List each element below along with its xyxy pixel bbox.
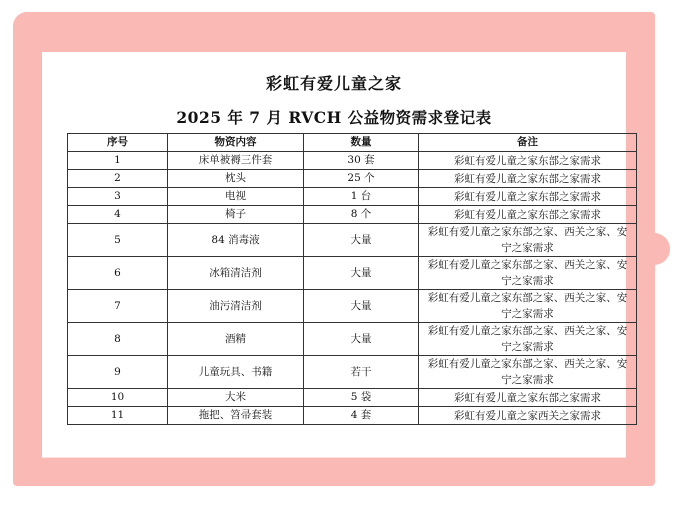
divider	[42, 457, 626, 458]
cell-item: 油污清洁剂	[168, 290, 304, 323]
cell-note: 彩虹有爱儿童之家东部之家需求	[419, 188, 637, 206]
frame-tab	[648, 233, 670, 265]
table-row	[68, 188, 637, 206]
cell-item: 床单被褥三件套	[168, 152, 304, 170]
cell-item: 拖把、笤帚套装	[168, 407, 304, 425]
table-row	[68, 290, 637, 323]
cell-no: 9	[68, 356, 168, 389]
header-item: 物资内容	[168, 134, 304, 152]
cell-note: 彩虹有爱儿童之家东部之家需求	[419, 170, 637, 188]
cell-note: 彩虹有爱儿童之家东部之家、西关之家、安宁之家需求	[419, 224, 637, 257]
cell-no: 4	[68, 206, 168, 224]
document-subtitle: 2025 年 7 月 RVCH 公益物资需求登记表	[176, 108, 492, 127]
supply-table	[67, 133, 637, 425]
cell-no: 5	[68, 224, 168, 257]
cell-item: 大米	[168, 389, 304, 407]
cell-qty: 1 台	[304, 188, 419, 206]
cell-note: 彩虹有爱儿童之家东部之家、西关之家、安宁之家需求	[419, 257, 637, 290]
cell-note: 彩虹有爱儿童之家东部之家、西关之家、安宁之家需求	[419, 356, 637, 389]
cell-note: 彩虹有爱儿童之家东部之家需求	[419, 389, 637, 407]
cell-item: 酒精	[168, 323, 304, 356]
cell-note: 彩虹有爱儿童之家东部之家需求	[419, 206, 637, 224]
cell-qty: 大量	[304, 323, 419, 356]
table-row	[68, 407, 637, 425]
table-row	[68, 389, 637, 407]
cell-qty: 若干	[304, 356, 419, 389]
table-row	[68, 323, 637, 356]
table-row	[68, 224, 637, 257]
cell-qty: 4 套	[304, 407, 419, 425]
document-title: 彩虹有爱儿童之家	[265, 74, 402, 93]
table-row	[68, 152, 637, 170]
cell-item: 枕头	[168, 170, 304, 188]
table-row	[68, 356, 637, 389]
header-qty: 数量	[304, 134, 419, 152]
cell-no: 11	[68, 407, 168, 425]
cell-qty: 大量	[304, 224, 419, 257]
cell-qty: 大量	[304, 290, 419, 323]
cell-no: 3	[68, 188, 168, 206]
cell-no: 1	[68, 152, 168, 170]
table-row	[68, 206, 637, 224]
cell-no: 8	[68, 323, 168, 356]
cell-item: 儿童玩具、书籍	[168, 356, 304, 389]
cell-qty: 30 套	[304, 152, 419, 170]
cell-no: 7	[68, 290, 168, 323]
table-row	[68, 257, 637, 290]
cell-qty: 8 个	[304, 206, 419, 224]
header-no: 序号	[68, 134, 168, 152]
cell-note: 彩虹有爱儿童之家东部之家需求	[419, 152, 637, 170]
cell-no: 10	[68, 389, 168, 407]
cell-item: 电视	[168, 188, 304, 206]
cell-qty: 大量	[304, 257, 419, 290]
cell-no: 2	[68, 170, 168, 188]
cell-item: 冰箱清洁剂	[168, 257, 304, 290]
table-row	[68, 170, 637, 188]
cell-qty: 25 个	[304, 170, 419, 188]
cell-no: 6	[68, 257, 168, 290]
header-note: 备注	[419, 134, 637, 152]
cell-qty: 5 袋	[304, 389, 419, 407]
cell-note: 彩虹有爱儿童之家东部之家、西关之家、安宁之家需求	[419, 290, 637, 323]
cell-item: 椅子	[168, 206, 304, 224]
document-page	[42, 52, 626, 457]
table-header-row	[68, 134, 637, 152]
cell-note: 彩虹有爱儿童之家西关之家需求	[419, 407, 637, 425]
cell-item: 84 消毒液	[168, 224, 304, 257]
cell-note: 彩虹有爱儿童之家东部之家、西关之家、安宁之家需求	[419, 323, 637, 356]
